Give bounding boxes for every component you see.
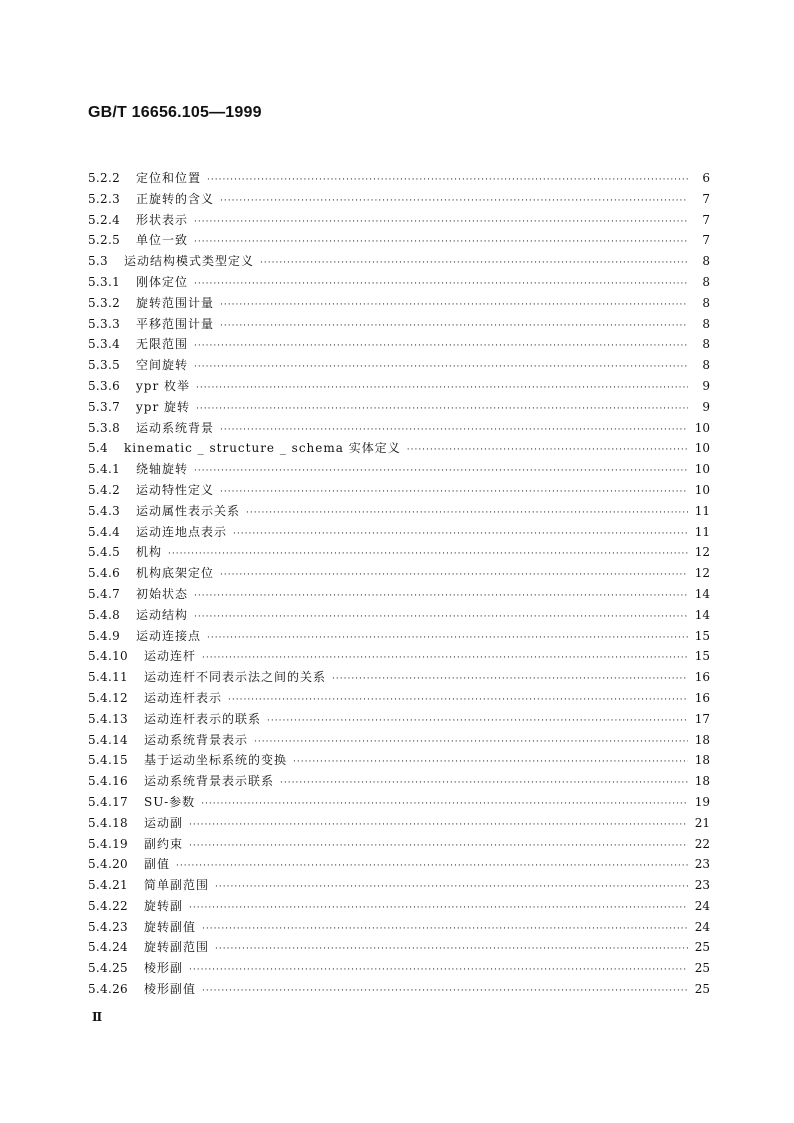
toc-entry-page: 10 (694, 462, 710, 477)
toc-entry-page: 8 (702, 274, 710, 289)
toc-entry[interactable] (88, 937, 710, 958)
toc-entry[interactable] (88, 438, 710, 459)
toc-entry-number: 5.2.4 (88, 212, 121, 227)
toc-leader-dots (220, 565, 688, 586)
toc-entry-page: 8 (702, 337, 710, 352)
toc-entry-page: 8 (702, 295, 710, 310)
toc-leader-dots (220, 316, 688, 337)
toc-leader-dots (201, 794, 688, 815)
toc-entry-title: 简单副范围 (144, 878, 210, 893)
toc-leader-dots (202, 648, 688, 669)
toc-leader-dots (207, 628, 688, 649)
toc-leader-dots (189, 836, 688, 857)
toc-entry-number: 5.4.20 (88, 857, 128, 872)
toc-entry-title: 运动连杆不同表示法之间的关系 (144, 670, 327, 685)
toc-leader-dots (233, 524, 688, 545)
toc-entry-number: 5.4.16 (88, 774, 128, 789)
toc-leader-dots (220, 420, 688, 441)
table-of-contents (88, 168, 710, 1000)
toc-entry-title: ypr 枚举 (136, 378, 191, 393)
toc-entry-page: 12 (694, 566, 710, 581)
toc-entry-page: 15 (694, 628, 710, 643)
toc-entry-title: 运动结构模式类型定义 (124, 254, 255, 269)
toc-entry-page: 25 (694, 982, 710, 997)
toc-entry-page: 18 (694, 732, 710, 747)
toc-entry-number: 5.4.21 (88, 878, 128, 893)
toc-entry-page: 24 (694, 898, 710, 913)
toc-entry[interactable] (88, 813, 710, 834)
toc-entry-page: 7 (702, 212, 710, 227)
toc-entry-number: 5.4.25 (88, 961, 128, 976)
toc-leader-dots (293, 752, 688, 773)
toc-entry[interactable] (88, 563, 710, 584)
toc-entry-number: 5.4.22 (88, 898, 128, 913)
toc-entry-page: 19 (694, 794, 710, 809)
toc-entry-number: 5.4.7 (88, 586, 121, 601)
toc-entry-number: 5.4.13 (88, 711, 128, 726)
toc-leader-dots (194, 357, 688, 378)
toc-entry-title: 运动属性表示关系 (136, 503, 241, 518)
toc-entry-number: 5.3.8 (88, 420, 121, 435)
toc-entry[interactable] (88, 646, 710, 667)
toc-leader-dots (194, 274, 688, 295)
toc-leader-dots (332, 669, 688, 690)
toc-leader-dots (407, 440, 688, 461)
toc-leader-dots (280, 773, 688, 794)
toc-entry-number: 5.2.2 (88, 171, 121, 185)
toc-entry-page: 8 (702, 316, 710, 331)
toc-entry[interactable] (88, 771, 710, 792)
toc-entry-page: 6 (702, 171, 710, 185)
toc-entry-number: 5.4.26 (88, 982, 128, 997)
toc-leader-dots (196, 378, 688, 399)
toc-entry-number: 5.4.5 (88, 545, 121, 560)
toc-entry-title: 空间旋转 (136, 358, 189, 373)
toc-entry-title: 形状表示 (136, 212, 189, 227)
toc-entry-title: ypr 旋转 (136, 399, 191, 414)
toc-entry-title: 机构底架定位 (136, 566, 215, 581)
toc-entry-title: 棱形副 (144, 961, 184, 976)
toc-entry[interactable] (88, 418, 710, 439)
toc-entry-title: 运动结构 (136, 607, 189, 622)
toc-leader-dots (220, 295, 688, 316)
toc-leader-dots (194, 336, 688, 357)
toc-entry[interactable] (88, 189, 710, 210)
toc-entry-number: 5.4.1 (88, 462, 121, 477)
toc-entry[interactable] (88, 397, 710, 418)
toc-entry-page: 7 (702, 233, 710, 248)
toc-entry-number: 5.4.6 (88, 566, 121, 581)
toc-entry-page: 14 (694, 607, 710, 622)
toc-entry-title: 运动副 (144, 815, 184, 830)
toc-entry-number: 5.4.4 (88, 524, 121, 539)
toc-entry-number: 5.4.10 (88, 649, 128, 664)
toc-entry-title: 旋转副值 (144, 919, 197, 934)
toc-entry[interactable] (88, 251, 710, 272)
toc-entry-page: 10 (694, 441, 710, 456)
toc-entry-number: 5.4.11 (88, 670, 128, 685)
toc-entry-number: 5.2.5 (88, 233, 121, 248)
toc-entry-page: 25 (694, 940, 710, 955)
toc-leader-dots (176, 856, 688, 877)
toc-leader-dots (260, 253, 688, 274)
toc-entry-title: 初始状态 (136, 586, 189, 601)
toc-entry-title: 单位一致 (136, 233, 189, 248)
toc-entry-title: 正旋转的含义 (136, 191, 215, 206)
toc-entry-title: 运动连接点 (136, 628, 202, 643)
toc-entry[interactable] (88, 230, 710, 251)
toc-entry-page: 8 (702, 358, 710, 373)
toc-leader-dots (228, 690, 688, 711)
toc-entry-title: 平移范围计量 (136, 316, 215, 331)
toc-entry-page: 7 (702, 191, 710, 206)
toc-entry-number: 5.3.6 (88, 378, 121, 393)
toc-entry-number: 5.4.2 (88, 482, 121, 497)
toc-entry-number: 5.4.9 (88, 628, 121, 643)
toc-leader-dots (215, 877, 688, 898)
toc-entry-number: 5.4.18 (88, 815, 128, 830)
toc-entry-page: 9 (702, 378, 710, 393)
toc-entry[interactable] (88, 542, 710, 563)
toc-entry-number: 5.3.4 (88, 337, 121, 352)
toc-entry[interactable] (88, 334, 710, 355)
toc-entry-number: 5.4.17 (88, 794, 128, 809)
toc-leader-dots (267, 711, 688, 732)
toc-entry-page: 16 (694, 670, 710, 685)
toc-entry[interactable] (88, 688, 710, 709)
toc-entry-number: 5.3 (88, 254, 108, 269)
toc-entry-title: 运动连杆表示的联系 (144, 711, 262, 726)
toc-entry[interactable] (88, 376, 710, 397)
toc-entry-number: 5.4 (88, 441, 108, 456)
toc-leader-dots (189, 960, 688, 981)
toc-entry-title: 运动特性定义 (136, 482, 215, 497)
toc-entry[interactable] (88, 522, 710, 543)
toc-entry-number: 5.3.5 (88, 358, 121, 373)
toc-entry-page: 16 (694, 690, 710, 705)
toc-entry-number: 5.3.2 (88, 295, 121, 310)
toc-entry-page: 18 (694, 753, 710, 768)
toc-entry-title: 副约束 (144, 836, 184, 851)
toc-entry-title: 副值 (144, 857, 171, 872)
toc-leader-dots (246, 503, 688, 524)
toc-entry-page: 22 (694, 836, 710, 851)
toc-entry-title: 定位和位置 (136, 171, 202, 185)
toc-entry-title: 旋转范围计量 (136, 295, 215, 310)
toc-leader-dots (194, 212, 688, 233)
toc-entry[interactable] (88, 355, 710, 376)
toc-entry-page: 12 (694, 545, 710, 560)
toc-leader-dots (194, 586, 688, 607)
toc-entry-title: 无限范围 (136, 337, 189, 352)
toc-entry-number: 5.4.8 (88, 607, 121, 622)
toc-entry[interactable] (88, 605, 710, 626)
toc-leader-dots (189, 815, 688, 836)
toc-entry[interactable] (88, 854, 710, 875)
toc-entry-page: 10 (694, 482, 710, 497)
toc-leader-dots (215, 939, 688, 960)
toc-entry-number: 5.4.19 (88, 836, 128, 851)
standard-code-header: GB/T 16656.105—1999 (88, 104, 262, 121)
toc-entry-number: 5.4.14 (88, 732, 128, 747)
toc-entry[interactable] (88, 709, 710, 730)
toc-entry[interactable] (88, 293, 710, 314)
toc-entry-page: 11 (694, 503, 710, 518)
toc-entry[interactable] (88, 792, 710, 813)
toc-entry[interactable] (88, 979, 710, 1000)
toc-entry-page: 11 (694, 524, 710, 539)
toc-entry-page: 23 (694, 857, 710, 872)
toc-entry-page: 14 (694, 586, 710, 601)
toc-entry-title: 运动连杆表示 (144, 690, 223, 705)
toc-entry-number: 5.3.3 (88, 316, 121, 331)
toc-entry-page: 25 (694, 961, 710, 976)
toc-entry-page: 15 (694, 649, 710, 664)
toc-entry[interactable] (88, 501, 710, 522)
toc-entry-number: 5.2.3 (88, 191, 121, 206)
toc-leader-dots (194, 461, 688, 482)
toc-leader-dots (220, 482, 688, 503)
toc-entry-title: 绕轴旋转 (136, 462, 189, 477)
toc-entry[interactable] (88, 958, 710, 979)
toc-entry[interactable] (88, 626, 710, 647)
toc-entry-page: 23 (694, 878, 710, 893)
toc-entry-page: 21 (694, 815, 710, 830)
toc-entry-number: 5.4.12 (88, 690, 128, 705)
toc-entry[interactable] (88, 314, 710, 335)
toc-entry[interactable] (88, 272, 710, 293)
toc-leader-dots (254, 732, 688, 753)
toc-leader-dots (196, 399, 688, 420)
toc-entry[interactable] (88, 896, 710, 917)
toc-entry-title: 运动系统背景表示 (144, 732, 249, 747)
toc-entry[interactable] (88, 480, 710, 501)
toc-entry-title: 基于运动坐标系统的变换 (144, 753, 288, 768)
toc-leader-dots (194, 607, 688, 628)
toc-entry[interactable] (88, 834, 710, 855)
toc-entry-page: 8 (702, 254, 710, 269)
toc-entry-title: 旋转副范围 (144, 940, 210, 955)
toc-leader-dots (202, 981, 688, 1002)
toc-entry-number: 5.4.24 (88, 940, 128, 955)
toc-leader-dots (220, 191, 688, 212)
toc-entry-page: 9 (702, 399, 710, 414)
toc-leader-dots (207, 170, 688, 191)
toc-entry[interactable] (88, 584, 710, 605)
toc-entry[interactable] (88, 730, 710, 751)
toc-entry-page: 10 (694, 420, 710, 435)
toc-entry-number: 5.4.15 (88, 753, 128, 768)
toc-entry-title: 运动系统背景 (136, 420, 215, 435)
toc-entry[interactable] (88, 875, 710, 896)
toc-entry-title: 机构 (136, 545, 163, 560)
toc-entry-number: 5.3.7 (88, 399, 121, 414)
toc-entry-title: 运动连杆 (144, 649, 197, 664)
toc-entry[interactable] (88, 667, 710, 688)
toc-entry-title: 棱形副值 (144, 982, 197, 997)
toc-entry[interactable] (88, 917, 710, 938)
toc-entry-page: 17 (694, 711, 710, 726)
toc-entry[interactable] (88, 210, 710, 231)
toc-entry-page: 24 (694, 919, 710, 934)
toc-entry-title: 运动系统背景表示联系 (144, 774, 275, 789)
toc-entry-title: 运动连地点表示 (136, 524, 228, 539)
toc-entry-number: 5.4.23 (88, 919, 128, 934)
toc-leader-dots (194, 232, 688, 253)
toc-entry-title: 刚体定位 (136, 274, 189, 289)
toc-leader-dots (189, 898, 688, 919)
toc-entry-title: kinematic _ structure _ schema 实体定义 (124, 441, 401, 456)
toc-entry-page: 18 (694, 774, 710, 789)
toc-entry[interactable] (88, 750, 710, 771)
toc-entry[interactable] (88, 168, 710, 189)
toc-entry-title: 旋转副 (144, 898, 184, 913)
toc-leader-dots (202, 919, 688, 940)
page-number: Ⅱ (92, 1010, 103, 1024)
toc-leader-dots (168, 544, 688, 565)
toc-entry-number: 5.3.1 (88, 274, 121, 289)
toc-entry-number: 5.4.3 (88, 503, 121, 518)
toc-entry[interactable] (88, 459, 710, 480)
toc-entry-title: SU-参数 (144, 794, 196, 809)
